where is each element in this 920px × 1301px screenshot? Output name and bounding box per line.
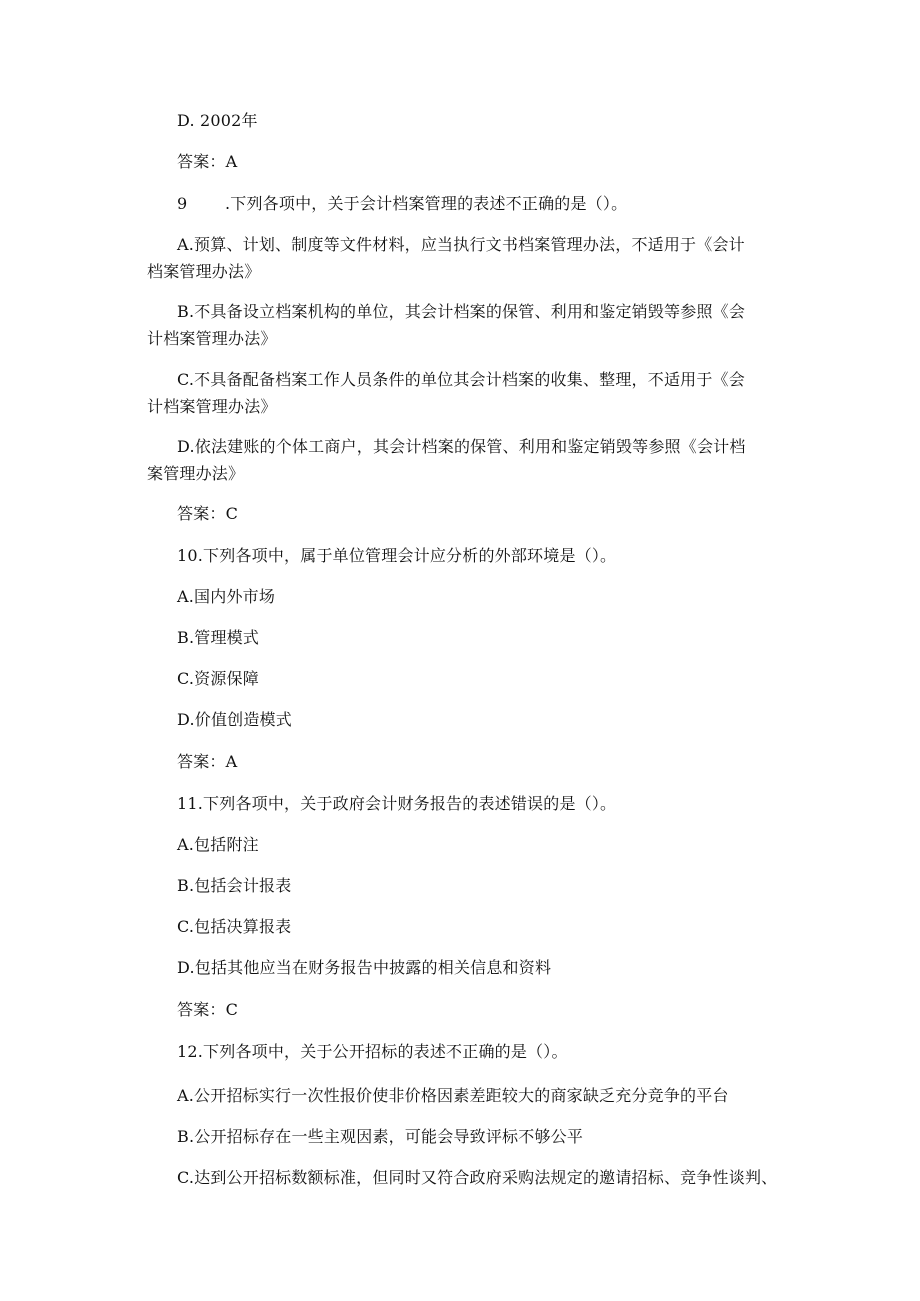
option-b-q11: B.包括会计报表 [177,876,292,895]
question-11: 11.下列各项中，关于政府会计财务报告的表述错误的是（）。 [177,794,617,813]
option-c-q9-line2: 计档案管理办法》 [147,397,277,416]
option-c-q10: C.资源保障 [177,669,259,688]
option-c-q12: C.达到公开招标数额标准，但同时又符合政府采购法规定的邀请招标、竞争性谈判、 [177,1168,778,1187]
option-b-q9-line2: 计档案管理办法》 [147,329,277,348]
answer-q9: 答案：C [177,504,239,523]
question-9-number: 9 [177,194,188,213]
option-c-q9-line1: C.不具备配备档案工作人员条件的单位其会计档案的收集、整理，不适用于《会 [177,370,745,389]
option-d-q11: D.包括其他应当在财务报告中披露的相关信息和资料 [177,958,552,977]
option-b-q12: B.公开招标存在一些主观因素，可能会导致评标不够公平 [177,1127,584,1146]
option-c-q11: C.包括决算报表 [177,917,292,936]
answer-q10: 答案：A [177,752,238,771]
answer-q8: 答案：A [177,152,238,171]
option-a-q11: A.包括附注 [177,835,259,854]
question-9 [177,194,627,214]
answer-q11: 答案：C [177,1000,239,1019]
question-10: 10.下列各项中，属于单位管理会计应分析的外部环境是（）。 [177,546,617,565]
question-12: 12.下列各项中，关于公开招标的表述不正确的是（）。 [177,1042,568,1061]
option-d-q10: D.价值创造模式 [177,710,292,729]
question-9-text: .下列各项中，关于会计档案管理的表述不正确的是（）。 [225,194,628,213]
option-a-q10: A.国内外市场 [177,587,276,606]
option-b-q9-line1: B.不具备设立档案机构的单位，其会计档案的保管、利用和鉴定销毁等参照《会 [177,302,746,321]
option-a-q9-line1: A.预算、计划、制度等文件材料，应当执行文书档案管理办法，不适用于《会计 [177,235,745,254]
option-a-q12: A.公开招标实行一次性报价使非价格因素差距较大的商家缺乏充分竞争的平台 [177,1086,729,1105]
option-b-q10: B.管理模式 [177,628,260,647]
option-a-q9-line2: 档案管理办法》 [147,262,261,281]
option-d-q8: D. 2002年 [177,111,258,130]
option-d-q9-line1: D.依法建账的个体工商户，其会计档案的保管、利用和鉴定销毁等参照《会计档 [177,437,746,456]
option-d-q9-line2: 案管理办法》 [147,464,245,483]
